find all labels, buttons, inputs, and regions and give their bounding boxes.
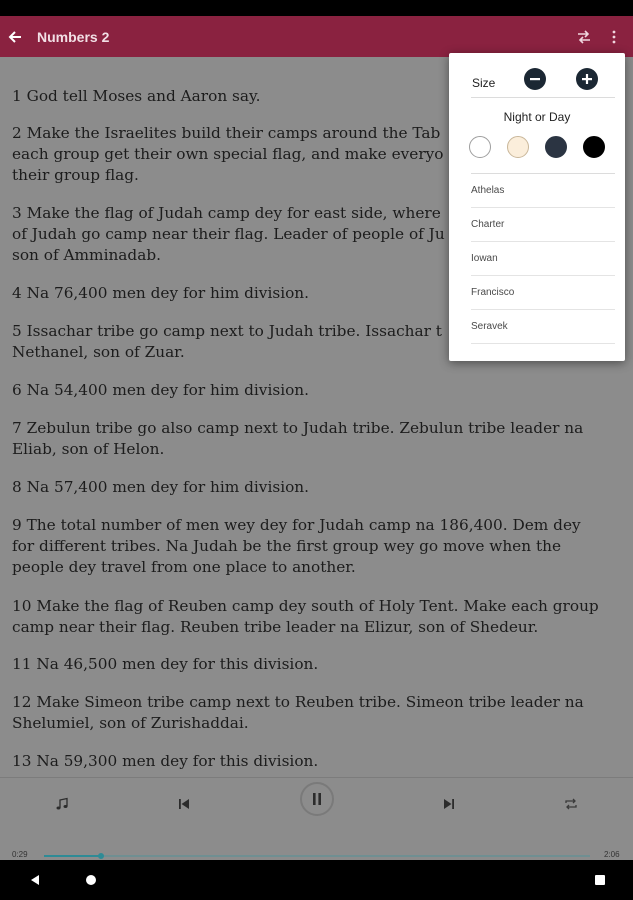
more-vert-icon [612, 30, 616, 44]
plus-icon [582, 74, 592, 84]
theme-black-swatch[interactable] [583, 136, 605, 158]
pause-icon [312, 793, 322, 805]
divider [471, 97, 615, 98]
verse: 11 Na 46,500 men dey for this division. [12, 655, 319, 673]
status-bar [0, 0, 633, 16]
theme-sepia-swatch[interactable] [507, 136, 529, 158]
verse: 8 Na 57,400 men dey for him division. [12, 478, 310, 496]
display-settings-menu [449, 53, 625, 361]
verse: 10 Make the flag of Reuben camp dey south of Holy Tent. Make each group camp near their flag. Reuben tribe leader na Elizur, son of Shedeur. [12, 597, 599, 636]
verse: 5 Issachar tribe go camp next to Judah tribe. Issachar t Nethanel, son of Zuar. [12, 322, 442, 361]
square-recents-icon [594, 874, 606, 886]
font-option-athelas[interactable]: Athelas [471, 174, 615, 208]
pause-button[interactable] [300, 782, 334, 816]
repeat-button[interactable] [555, 788, 587, 820]
swap-icon [576, 30, 592, 44]
circle-home-icon [85, 874, 97, 886]
page-title: Numbers 2 [37, 28, 110, 45]
nav-home-button[interactable] [83, 872, 99, 888]
progress-fill [44, 855, 101, 857]
theme-white-swatch[interactable] [469, 136, 491, 158]
font-option-francisco[interactable]: Francisco [471, 276, 615, 310]
size-label: Size [472, 76, 496, 90]
audio-player [0, 777, 633, 861]
minus-icon [530, 74, 540, 84]
elapsed-time: 0:29 [12, 850, 28, 859]
verse: 3 Make the flag of Judah camp dey for east side, where of Judah go camp near their flag. Leader of people of Ju son of Amminadab. [12, 204, 445, 264]
more-options-button[interactable] [599, 16, 629, 57]
nav-recents-button[interactable] [592, 872, 608, 888]
night-or-day-label: Night or Day [503, 110, 571, 124]
app-bar [0, 16, 633, 57]
font-option-seravek[interactable]: Seravek [471, 310, 615, 344]
font-option-charter[interactable]: Charter [471, 208, 615, 242]
repeat-icon [564, 798, 578, 810]
verse: 9 The total number of men wey dey for Judah camp na 186,400. Dem dey for different tribes. Na Judah be the first group wey go move when the people dey travel from one place to another. [12, 516, 581, 576]
verse: 1 God tell Moses and Aaron say. [12, 87, 261, 105]
verse: 7 Zebulun tribe go also camp next to Judah tribe. Zebulun tribe leader na Eliab, son of Helon. [12, 419, 584, 458]
skip-next-button[interactable] [433, 788, 465, 820]
skip-previous-button[interactable] [168, 788, 200, 820]
progress-track[interactable] [44, 855, 590, 857]
arrow-back-icon [7, 29, 23, 45]
music-note-icon [55, 797, 69, 811]
nav-back-button[interactable] [27, 872, 43, 888]
skip-previous-icon [178, 798, 190, 810]
back-button[interactable] [1, 16, 29, 57]
progress-thumb[interactable] [98, 853, 104, 859]
theme-dark-swatch[interactable] [545, 136, 567, 158]
music-button[interactable] [46, 788, 78, 820]
verse: 6 Na 54,400 men dey for him division. [12, 381, 310, 399]
verse: 2 Make the Israelites build their camps around the Tab each group get their own special flag, and make everyo their group flag. [12, 124, 444, 184]
increase-size-button[interactable] [576, 68, 598, 90]
verse: 13 Na 59,300 men dey for this division. [12, 752, 319, 770]
verse: 4 Na 76,400 men dey for him division. [12, 284, 310, 302]
font-option-iowan[interactable]: Iowan [471, 242, 615, 276]
swap-button[interactable] [569, 16, 599, 57]
skip-next-icon [443, 798, 455, 810]
total-time: 2:06 [604, 850, 620, 859]
system-nav-bar [0, 860, 633, 900]
decrease-size-button[interactable] [524, 68, 546, 90]
verse: 12 Make Simeon tribe camp next to Reuben tribe. Simeon tribe leader na Shelumiel, son of Zurishaddai. [12, 693, 584, 732]
triangle-back-icon [30, 874, 40, 886]
